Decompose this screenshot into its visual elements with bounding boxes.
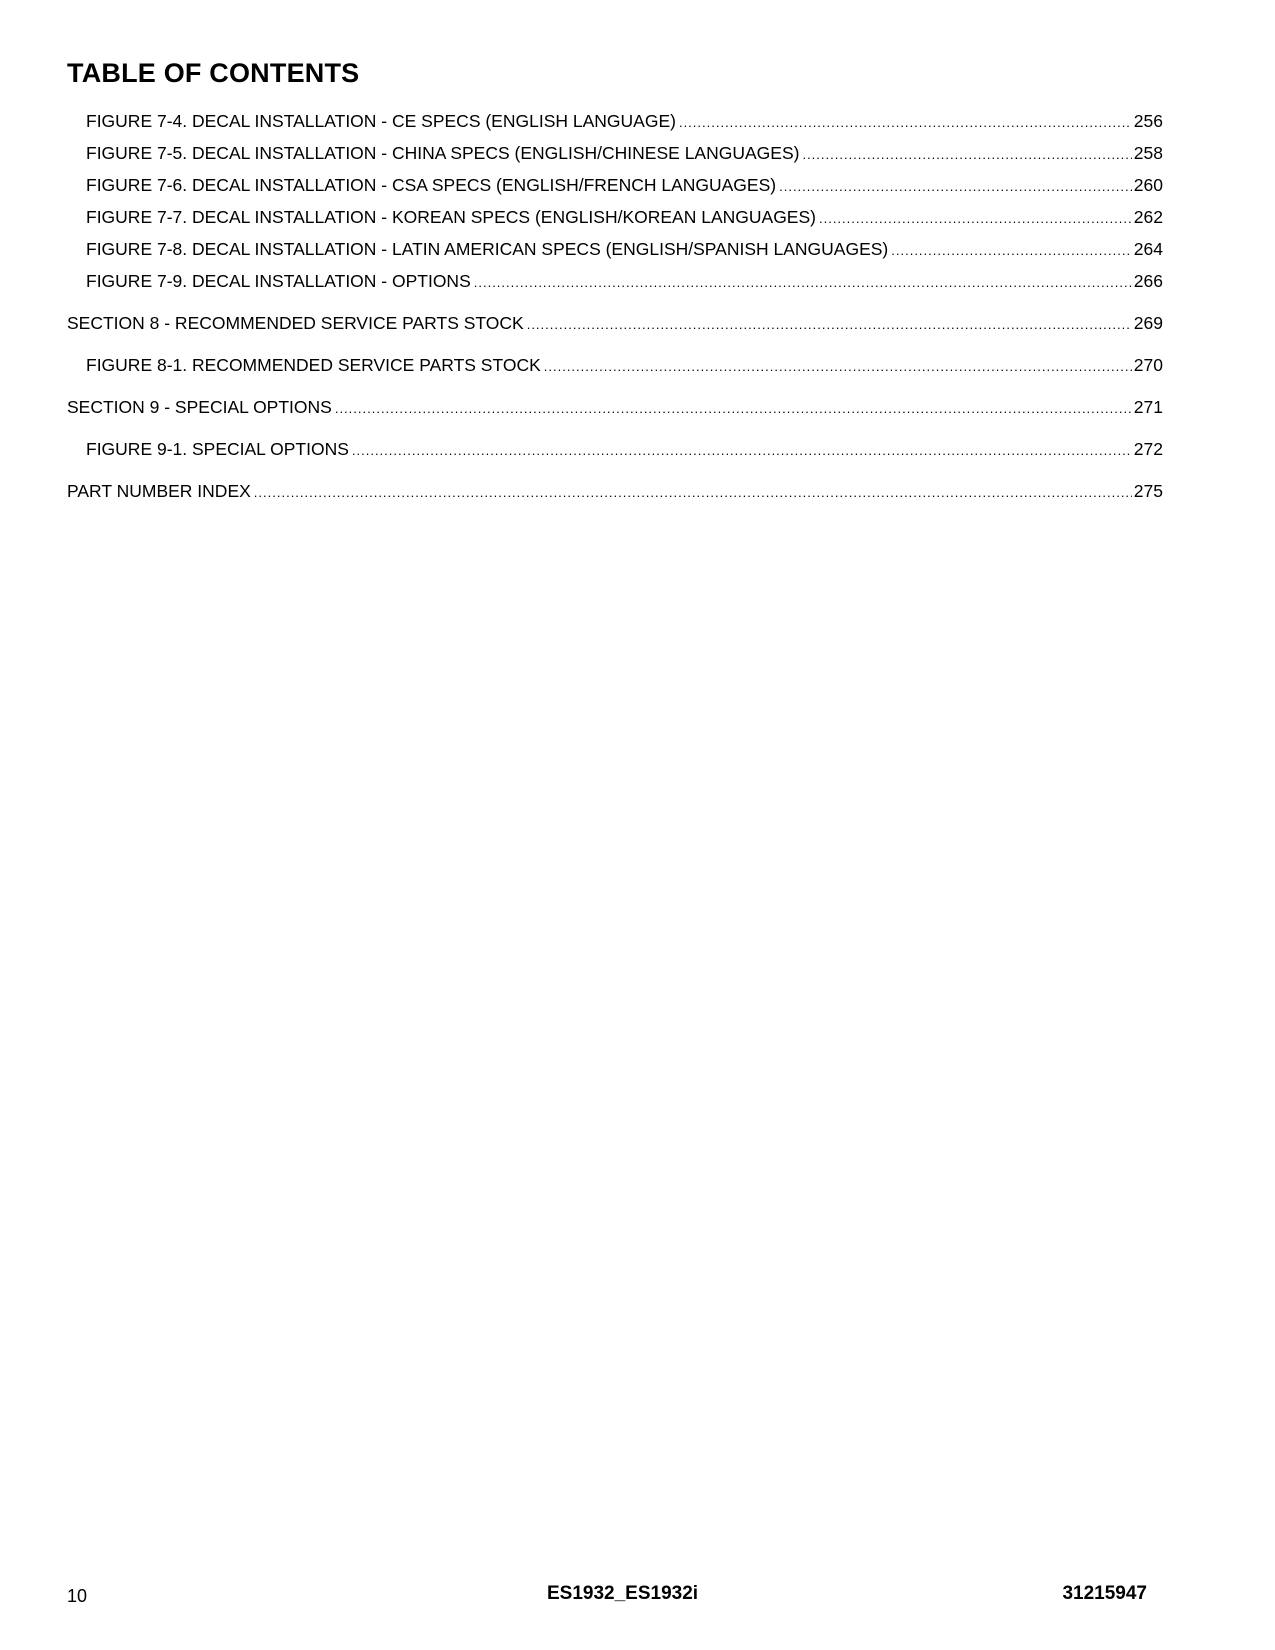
toc-entry-label: FIGURE 7-4. DECAL INSTALLATION - CE SPECS (ENGLISH LANGUAGE) <box>86 111 676 131</box>
dot-leader <box>474 272 1132 292</box>
toc-entry-label: FIGURE 7-7. DECAL INSTALLATION - KOREAN SPECS (ENGLISH/KOREAN LANGUAGES) <box>86 207 816 227</box>
dot-leader <box>802 144 1131 164</box>
toc-entry-figure-8-1[interactable] <box>67 354 1163 376</box>
toc-entry-section-8[interactable] <box>67 312 1163 334</box>
toc-entry-label: FIGURE 7-8. DECAL INSTALLATION - LATIN AMERICAN SPECS (ENGLISH/SPANISH LANGUAGES) <box>86 239 889 259</box>
toc-entry-page: 256 <box>1133 111 1163 131</box>
toc-entry-label: FIGURE 7-5. DECAL INSTALLATION - CHINA SPECS (ENGLISH/CHINESE LANGUAGES) <box>86 143 800 163</box>
toc-entry-section-9[interactable] <box>67 396 1163 418</box>
dot-leader <box>335 398 1132 418</box>
toc-entry-figure-7-7[interactable] <box>67 206 1163 228</box>
toc-entry-figure-7-4[interactable] <box>67 110 1163 132</box>
dot-leader <box>679 112 1132 132</box>
toc-entry-label: SECTION 9 - SPECIAL OPTIONS <box>67 397 332 417</box>
dot-leader <box>819 208 1132 228</box>
dot-leader <box>527 314 1132 334</box>
toc-entry-page: 272 <box>1133 439 1163 459</box>
toc-entry-label: FIGURE 9-1. SPECIAL OPTIONS <box>86 439 349 459</box>
toc-entry-part-number-index[interactable] <box>67 480 1163 502</box>
toc-entry-figure-7-5[interactable] <box>67 142 1163 164</box>
toc-entry-label: FIGURE 7-6. DECAL INSTALLATION - CSA SPECS (ENGLISH/FRENCH LANGUAGES) <box>86 175 777 195</box>
toc-entry-label: PART NUMBER INDEX <box>67 481 251 501</box>
toc-entry-figure-7-8[interactable] <box>67 238 1163 260</box>
footer-model: ES1932_ES1932i <box>547 1583 699 1604</box>
toc-entry-page: 266 <box>1133 271 1163 291</box>
toc-entry-figure-9-1[interactable] <box>67 438 1163 460</box>
footer-doc-number: 31215947 <box>1062 1583 1147 1604</box>
toc-entry-page: 258 <box>1133 143 1163 163</box>
toc-entry-page: 270 <box>1133 355 1163 375</box>
page-title: TABLE OF CONTENTS <box>67 58 360 88</box>
dot-leader <box>779 176 1132 196</box>
footer-page-number: 10 <box>67 1586 88 1606</box>
toc-entry-label: SECTION 8 - RECOMMENDED SERVICE PARTS STOCK <box>67 313 524 333</box>
toc-entry-label: FIGURE 7-9. DECAL INSTALLATION - OPTIONS <box>86 271 471 291</box>
toc-entry-figure-7-6[interactable] <box>67 174 1163 196</box>
toc-entry-page: 269 <box>1133 313 1163 333</box>
toc-entry-page: 262 <box>1133 207 1163 227</box>
toc-entry-label: FIGURE 8-1. RECOMMENDED SERVICE PARTS STOCK <box>86 355 541 375</box>
dot-leader <box>254 482 1132 502</box>
toc-list <box>67 110 1163 502</box>
toc-entry-page: 264 <box>1133 239 1163 259</box>
page-footer <box>67 1583 1147 1610</box>
toc-entry-page: 275 <box>1133 481 1163 501</box>
toc-entry-page: 271 <box>1133 397 1163 417</box>
dot-leader <box>891 240 1132 260</box>
toc-entry-page: 260 <box>1133 175 1163 195</box>
dot-leader <box>352 440 1132 460</box>
dot-leader <box>544 356 1132 376</box>
toc-entry-figure-7-9[interactable] <box>67 270 1163 292</box>
